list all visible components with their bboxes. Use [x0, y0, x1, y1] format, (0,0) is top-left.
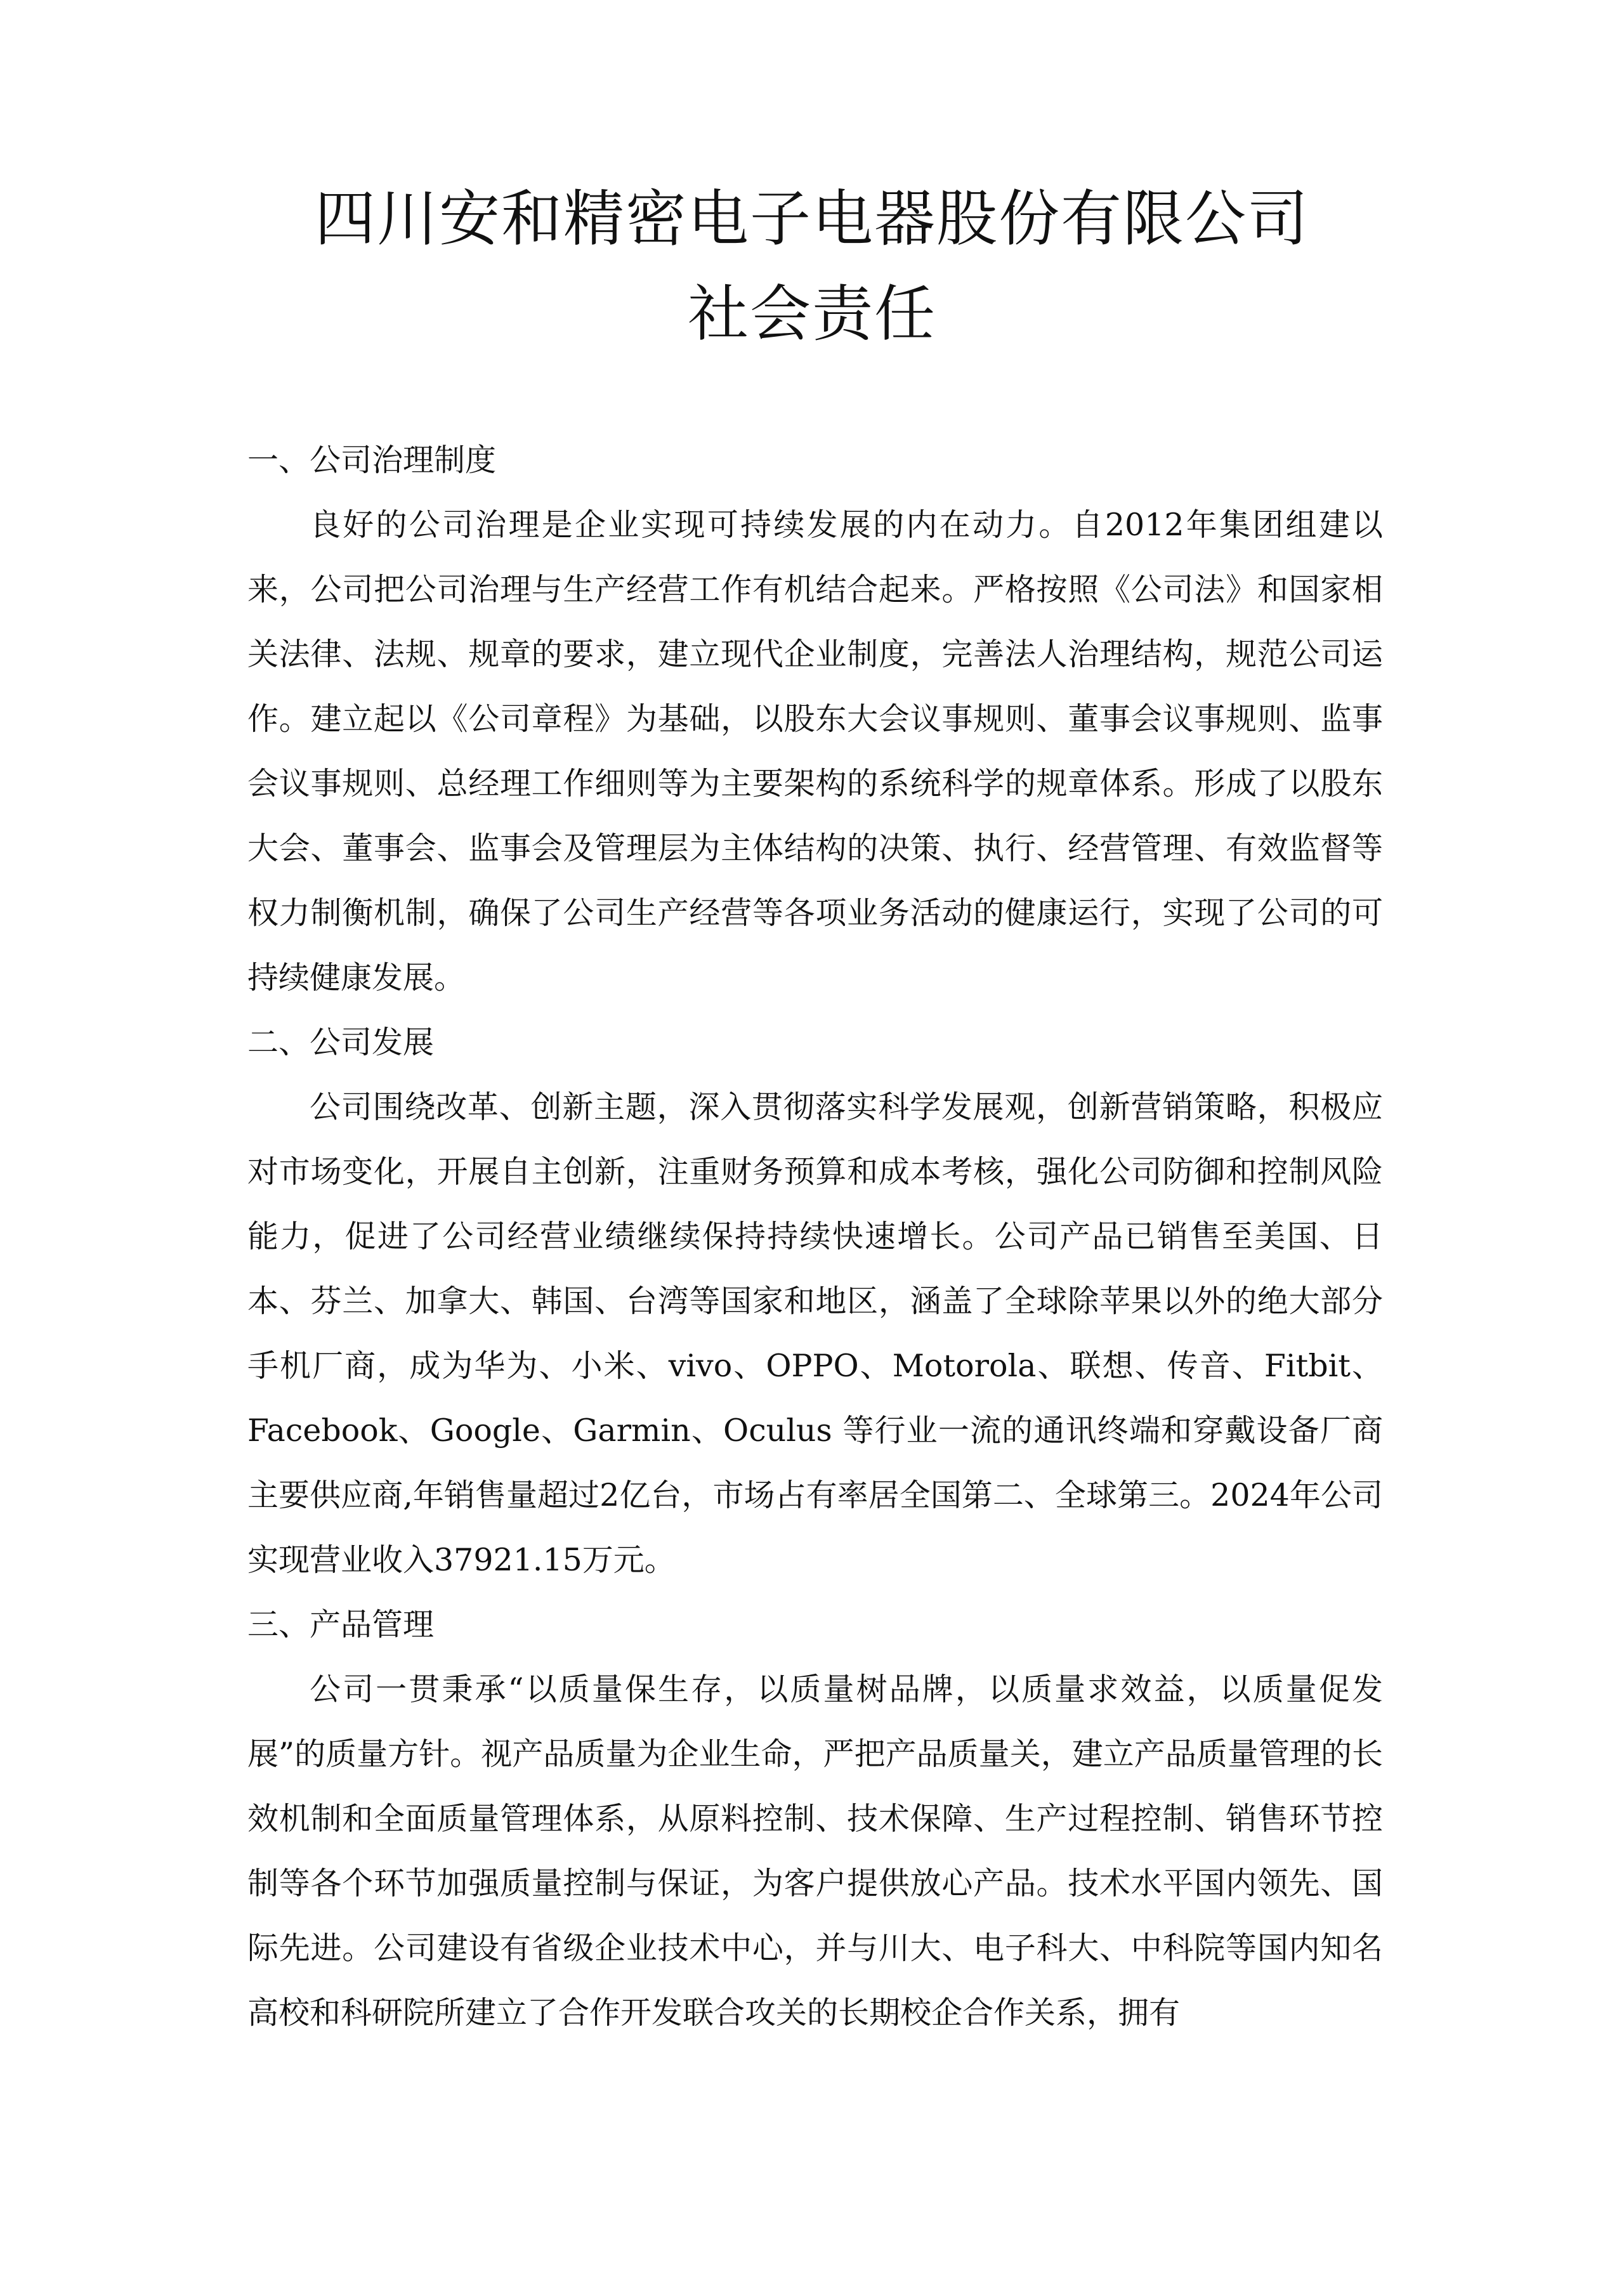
section-heading-development: 二、公司发展 — [247, 1024, 435, 1060]
title-company-name: 四川安和精密电子电器股份有限公司 — [315, 183, 1309, 254]
section-heading-governance: 一、公司治理制度 — [247, 442, 497, 478]
section-heading-product: 三、产品管理 — [247, 1607, 435, 1643]
section-paragraph-product: 公司一贯秉承“以质量保生存，以质量树品牌，以质量求效益，以质量促发展”的质量方针。视产品质量为企业生命，严把产品质量关，建立产品质量管理的长效机制和全面质量管理体系，从原料控制、技术保障、生产过程控制、销售环节控制等各个环节加强质量控制与保证，为客户提供放心产品。技术水平国内领先、国际先进。公司建设有省级企业技术中心，并与川大、电子科大、中科院等国内知名高校和科研院所建立了合作开发联合攻关的长期校企合作关系，拥有 — [247, 1671, 1383, 2031]
document-body — [247, 428, 1383, 2045]
section-paragraph-development: 公司围绕改革、创新主题，深入贯彻落实科学发展观，创新营销策略，积极应对市场变化，开展自主创新，注重财务预算和成本考核，强化公司防御和控制风险能力，促进了公司经营业绩继续保持持续快速增长。公司产品已销售至美国、日本、芬兰、加拿大、韩国、台湾等国家和地区，涵盖了全球除苹果以外的绝大部分手机厂商，成为华为、小米、vivo、OPPO、Motorola、联想、传音、Fitbit、Facebook、Google、Garmin、Oculus 等行业一流的通讯终端和穿戴设备厂商主要供应商,年销售量超过2亿台，市场占有率居全国第二、全球第三。2024年公司实现营业收入37921.15万元。 — [247, 1089, 1383, 1578]
document-title — [0, 171, 1624, 362]
section-paragraph-governance: 良好的公司治理是企业实现可持续发展的内在动力。自2012年集团组建以来，公司把公司治理与生产经营工作有机结合起来。严格按照《公司法》和国家相关法律、法规、规章的要求，建立现代企业制度，完善法人治理结构，规范公司运作。建立起以《公司章程》为基础，以股东大会议事规则、董事会议事规则、监事会议事规则、总经理工作细则等为主要架构的系统科学的规章体系。形成了以股东大会、董事会、监事会及管理层为主体结构的决策、执行、经营管理、有效监督等权力制衡机制，确保了公司生产经营等各项业务活动的健康运行，实现了公司的可持续健康发展。 — [247, 507, 1383, 996]
title-subject: 社会责任 — [688, 278, 936, 349]
